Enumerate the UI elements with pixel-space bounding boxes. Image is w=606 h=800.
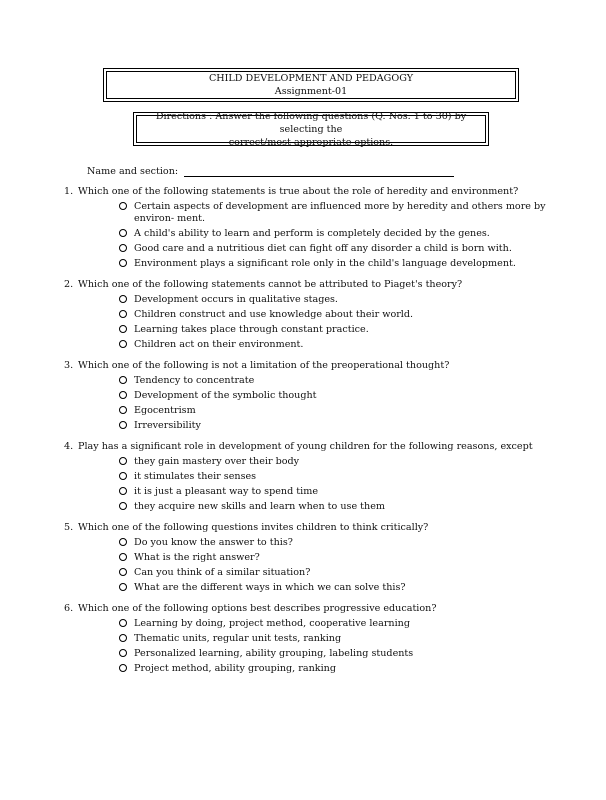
answer-option[interactable]	[0, 582, 606, 594]
directions-box	[133, 112, 489, 146]
option-label: A child's ability to learn and perform is completely decided by the genes.	[134, 228, 490, 239]
option-list	[0, 375, 606, 432]
question-prompt: Which one of the following questions invites children to think critically?	[78, 522, 429, 533]
question-prompt: Which one of the following is not a limitation of the preoperational thought?	[78, 360, 450, 371]
radio-button-icon[interactable]	[119, 553, 127, 561]
directions-line-1: Directions : Answer the following questions (Q. Nos. 1 to 30) by selecting the	[155, 110, 467, 135]
option-label: What is the right answer?	[134, 552, 260, 563]
answer-option[interactable]	[0, 501, 606, 513]
question-number: 5.	[64, 522, 74, 533]
question-text	[0, 521, 606, 534]
answer-option[interactable]	[0, 228, 606, 240]
radio-button-icon[interactable]	[119, 421, 127, 429]
answer-option[interactable]	[0, 309, 606, 321]
answer-option[interactable]	[0, 420, 606, 432]
radio-button-icon[interactable]	[119, 391, 127, 399]
radio-button-icon[interactable]	[119, 502, 127, 510]
option-label: they gain mastery over their body	[134, 456, 300, 467]
question-number: 3.	[64, 360, 74, 371]
radio-button-icon[interactable]	[119, 244, 127, 252]
option-label: Children construct and use knowledge about their world.	[134, 309, 414, 320]
question-1	[0, 185, 606, 270]
answer-option[interactable]	[0, 405, 606, 417]
title-box	[103, 68, 519, 102]
option-label: Certain aspects of development are influenced more by heredity and others more by environ- ment.	[134, 201, 546, 224]
answer-option[interactable]	[0, 552, 606, 564]
question-text	[0, 440, 606, 453]
question-6	[0, 602, 606, 675]
question-prompt: Which one of the following statements cannot be attributed to Piaget's theory?	[78, 279, 463, 290]
option-label: Can you think of a similar situation?	[134, 567, 311, 578]
option-label: Learning by doing, project method, cooperative learning	[134, 618, 410, 629]
name-section-input-line[interactable]	[184, 165, 454, 177]
option-label: Personalized learning, ability grouping, labeling students	[134, 648, 414, 659]
option-label: it is just a pleasant way to spend time	[134, 486, 318, 497]
option-label: it stimulates their senses	[134, 471, 257, 482]
radio-button-icon[interactable]	[119, 472, 127, 480]
document-title: CHILD DEVELOPMENT AND PEDAGOGY	[208, 73, 414, 84]
option-label: Development of the symbolic thought	[134, 390, 317, 401]
option-list	[0, 456, 606, 513]
directions-line-2: correct/most appropriate options.	[228, 136, 394, 148]
option-label: Children act on their environment.	[134, 339, 304, 350]
radio-button-icon[interactable]	[119, 457, 127, 465]
answer-option[interactable]	[0, 324, 606, 336]
option-label: Learning takes place through constant practice.	[134, 324, 369, 335]
radio-button-icon[interactable]	[119, 634, 127, 642]
answer-option[interactable]	[0, 390, 606, 402]
question-list	[0, 185, 606, 683]
option-label: Project method, ability grouping, ranking	[134, 663, 336, 674]
answer-option[interactable]	[0, 201, 606, 225]
radio-button-icon[interactable]	[119, 619, 127, 627]
option-label: Irreversibility	[134, 420, 201, 431]
radio-button-icon[interactable]	[119, 568, 127, 576]
answer-option[interactable]	[0, 537, 606, 549]
option-label: Egocentrism	[134, 405, 196, 416]
question-text	[0, 359, 606, 372]
name-section-label: Name and section:	[87, 166, 179, 177]
radio-button-icon[interactable]	[119, 406, 127, 414]
answer-option[interactable]	[0, 294, 606, 306]
name-section-field	[87, 165, 454, 177]
question-number: 1.	[64, 186, 74, 197]
option-label: Good care and a nutritious diet can fight off any disorder a child is born with.	[134, 243, 512, 254]
answer-option[interactable]	[0, 618, 606, 630]
question-text	[0, 602, 606, 615]
option-list	[0, 618, 606, 675]
question-number: 2.	[64, 279, 74, 290]
question-prompt: Which one of the following statements is true about the role of heredity and environment?	[78, 186, 519, 197]
option-list	[0, 537, 606, 594]
option-list	[0, 201, 606, 270]
question-4	[0, 440, 606, 513]
question-number: 6.	[64, 603, 74, 614]
answer-option[interactable]	[0, 486, 606, 498]
answer-option[interactable]	[0, 633, 606, 645]
answer-option[interactable]	[0, 375, 606, 387]
radio-button-icon[interactable]	[119, 664, 127, 672]
question-text	[0, 278, 606, 291]
answer-option[interactable]	[0, 456, 606, 468]
option-list	[0, 294, 606, 351]
answer-option[interactable]	[0, 243, 606, 255]
assignment-subtitle: Assignment-01	[274, 86, 348, 97]
option-label: they acquire new skills and learn when to use them	[134, 501, 385, 512]
radio-button-icon[interactable]	[119, 538, 127, 546]
question-prompt: Play has a significant role in development of young children for the following reasons, except	[78, 441, 533, 452]
option-label: Tendency to concentrate	[134, 375, 255, 386]
question-2	[0, 278, 606, 351]
radio-button-icon[interactable]	[119, 649, 127, 657]
question-text	[0, 185, 606, 198]
option-label: Thematic units, regular unit tests, ranking	[134, 633, 342, 644]
radio-button-icon[interactable]	[119, 295, 127, 303]
option-label: Environment plays a significant role only in the child's language development.	[134, 258, 516, 269]
radio-button-icon[interactable]	[119, 259, 127, 267]
radio-button-icon[interactable]	[119, 310, 127, 318]
answer-option[interactable]	[0, 258, 606, 270]
answer-option[interactable]	[0, 648, 606, 660]
radio-button-icon[interactable]	[119, 229, 127, 237]
question-3	[0, 359, 606, 432]
answer-option[interactable]	[0, 471, 606, 483]
question-number: 4.	[64, 441, 74, 452]
radio-button-icon[interactable]	[119, 376, 127, 384]
answer-option[interactable]	[0, 567, 606, 579]
question-prompt: Which one of the following options best describes progressive education?	[78, 603, 437, 614]
title-box-inner	[106, 71, 516, 99]
radio-button-icon[interactable]	[119, 487, 127, 495]
question-5	[0, 521, 606, 594]
answer-option[interactable]	[0, 663, 606, 675]
radio-button-icon[interactable]	[119, 583, 127, 591]
answer-option[interactable]	[0, 339, 606, 351]
option-label: What are the different ways in which we can solve this?	[134, 582, 406, 593]
radio-button-icon[interactable]	[119, 202, 127, 210]
radio-button-icon[interactable]	[119, 340, 127, 348]
directions-box-inner	[136, 110, 486, 148]
option-label: Do you know the answer to this?	[134, 537, 293, 548]
radio-button-icon[interactable]	[119, 325, 127, 333]
option-label: Development occurs in qualitative stages.	[134, 294, 338, 305]
